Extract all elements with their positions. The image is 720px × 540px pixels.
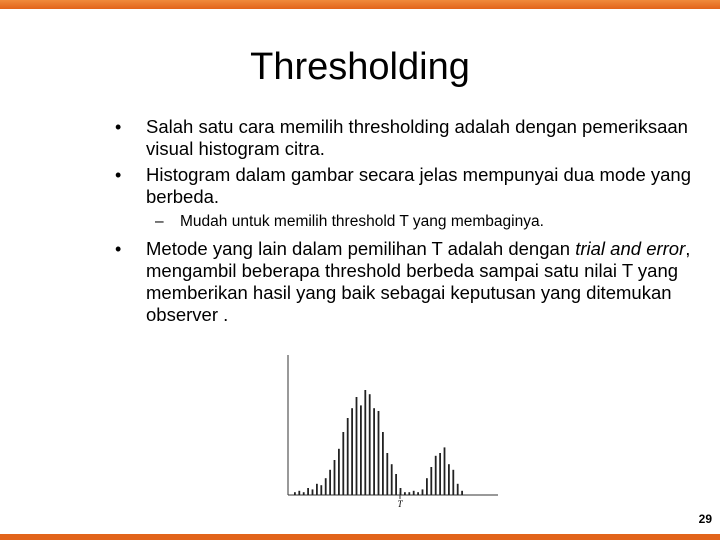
bullet-item — [112, 116, 702, 160]
histogram-bar — [430, 467, 432, 495]
slide-body — [112, 116, 702, 330]
histogram-bar — [298, 491, 300, 495]
bullet-item — [112, 238, 702, 326]
histogram-bar — [448, 464, 450, 495]
histogram-bar — [439, 453, 441, 495]
histogram-bar — [338, 449, 340, 495]
histogram-bar — [312, 489, 314, 495]
histogram-bar — [457, 484, 459, 495]
histogram-bar — [413, 491, 415, 495]
histogram-bar — [378, 411, 380, 495]
bullet-mark: • — [115, 117, 122, 137]
bottom-accent-bar — [0, 534, 720, 540]
histogram-bar — [435, 456, 437, 495]
histogram-bar — [408, 492, 410, 495]
italic-phrase: trial and error — [575, 238, 686, 259]
histogram-bar — [347, 418, 349, 495]
histogram-bar — [395, 474, 397, 495]
sub-bullet-mark: – — [155, 213, 164, 230]
histogram-bar — [316, 484, 318, 495]
histogram-bar — [334, 460, 336, 495]
page-number: 29 — [698, 512, 712, 526]
histogram-bar — [356, 397, 358, 495]
histogram-bar — [294, 492, 296, 495]
bullet-text: Salah satu cara memilih thresholding adalah dengan pemeriksaan visual histogram citra. — [146, 116, 688, 159]
bullet-item — [112, 164, 702, 208]
bullet-text: Histogram dalam gambar secara jelas mempunyai dua mode yang berbeda. — [146, 164, 691, 207]
histogram-bar — [422, 489, 424, 495]
histogram-bar — [452, 470, 454, 495]
histogram-bar — [320, 485, 322, 495]
histogram-bar — [444, 447, 446, 495]
histogram-bar — [373, 408, 375, 495]
histogram-bar — [386, 453, 388, 495]
histogram-bars — [294, 390, 463, 495]
top-accent-bar — [0, 0, 720, 9]
histogram-bar — [342, 432, 344, 495]
sub-bullet-text: Mudah untuk memilih threshold T yang membaginya. — [180, 213, 544, 230]
histogram-bar — [360, 405, 362, 495]
bullet-mark: • — [115, 239, 122, 259]
histogram-bar — [417, 492, 419, 495]
histogram-bar — [461, 491, 463, 495]
histogram-bar — [426, 478, 428, 495]
histogram-bar — [325, 478, 327, 495]
histogram-bar — [382, 432, 384, 495]
histogram-bar — [303, 492, 305, 495]
bullet-text: Metode yang lain dalam pemilihan T adalah dengan trial and error, mengambil beberapa threshold berbeda sampai satu nilai T yang memberikan hasil yang baik sebagai keputusan yang ditemukan observer . — [146, 238, 691, 325]
x-axis-label: T — [397, 499, 403, 509]
histogram-bar — [329, 470, 331, 495]
histogram-bar — [369, 394, 371, 495]
histogram-chart — [280, 350, 510, 515]
histogram-bar — [404, 492, 406, 495]
bullet-mark: • — [115, 165, 122, 185]
histogram-bar — [400, 488, 402, 495]
histogram-bar — [351, 408, 353, 495]
histogram-axes — [288, 355, 498, 499]
histogram-bar — [391, 464, 393, 495]
histogram-bar — [364, 390, 366, 495]
slide-title: Thresholding — [250, 46, 470, 88]
histogram-bar — [307, 488, 309, 495]
sub-bullet-item — [112, 212, 702, 232]
